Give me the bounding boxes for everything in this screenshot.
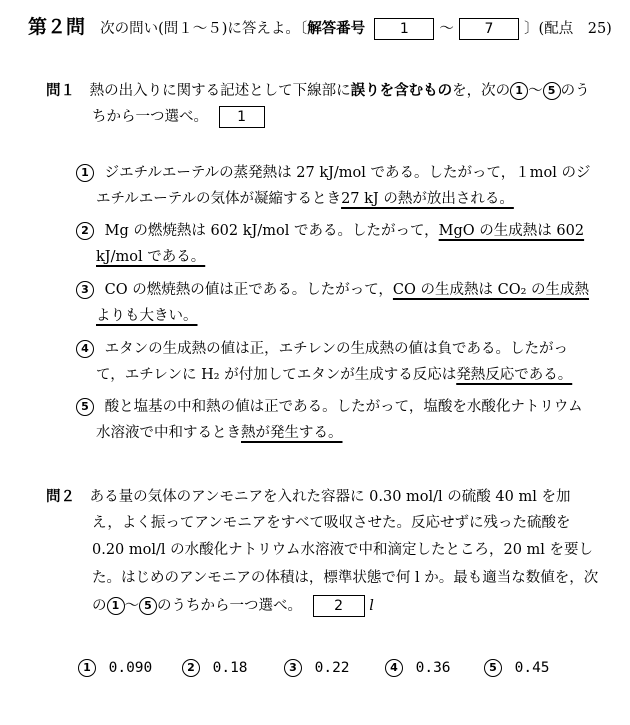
q1-option-1-line2: エチルエーテルの気体が凝縮するとき	[96, 191, 342, 207]
q2-choice-4[interactable]	[385, 657, 451, 679]
circled-4-icon: 4	[76, 340, 94, 358]
circled-3-icon: 3	[284, 659, 302, 677]
problem-header	[28, 12, 612, 40]
circled-1-icon: 1	[510, 82, 528, 100]
q2-line5-a: の	[92, 598, 107, 614]
q1-option-4-line2: て，エチレンに H₂ が付加してエタンが生成する反応は	[96, 367, 457, 383]
q2-choice-3-value: 0.22	[314, 660, 350, 676]
q1-option-3-line1: CO の燃焼熱の値は正である。したがって，	[104, 282, 393, 298]
q1-option-2-cont	[96, 246, 205, 268]
q1-option-3-cont	[96, 305, 198, 327]
q2-choice-2-value: 0.18	[212, 660, 248, 676]
q1-stem-emphasis: 誤りを含むもの	[350, 82, 453, 99]
q1-option-1-line1: ジエチルエーテルの蒸発熱は 27 kJ/mol である。したがって，１mol のジ	[104, 165, 591, 181]
q2-line5-b: のうちから一つ選べ。	[157, 598, 302, 614]
q2-text-line1: ある量の気体のアンモニアを入れた容器に 0.30 mol/l の硫酸 40 ml を加	[89, 489, 571, 505]
q1-stem-line1	[46, 80, 590, 102]
q1-option-2-underlined-2: kJ/mol である。	[96, 249, 206, 265]
problem-title: 第２問	[28, 16, 86, 38]
q1-option-5-underlined: 熱が発生する。	[241, 425, 343, 441]
answer-number-label: 解答番号	[307, 20, 366, 37]
q2-answer-box[interactable]: 2	[313, 595, 365, 617]
q1-option-1-cont	[96, 188, 514, 210]
q2-choice-3[interactable]	[284, 657, 350, 679]
q1-label: 問１	[46, 82, 75, 99]
q2-line5	[92, 595, 374, 617]
q1-option-3-underlined-1: CO の生成熱は CO₂ の生成熱	[392, 282, 590, 298]
q1-stem-text-c: を，次の	[452, 83, 511, 99]
q1-option-2-line1: Mg の燃焼熱は 602 kJ/mol である。したがって，	[104, 223, 439, 239]
q1-option-2[interactable]	[76, 220, 584, 242]
circled-5-icon: 5	[543, 82, 561, 100]
circled-4-icon: 4	[385, 659, 403, 677]
q1-option-3-underlined-2: よりも大きい。	[96, 308, 198, 324]
q1-option-3[interactable]	[76, 279, 589, 301]
q1-answer-box[interactable]: 1	[219, 106, 265, 128]
q2-choice-1[interactable]	[78, 657, 152, 679]
circled-5-icon: 5	[139, 597, 157, 615]
q1-stem-text-line2: ちから一つ選べ。	[92, 109, 208, 125]
circled-1-icon: 1	[107, 597, 125, 615]
q1-option-1-underlined: 27 kJ の熱が放出される。	[341, 191, 514, 207]
q2-choice-2[interactable]	[182, 657, 248, 679]
circled-1-icon: 1	[78, 659, 96, 677]
q1-option-5-cont	[96, 422, 343, 444]
q2-label: 問２	[46, 488, 75, 505]
q2-unit: l	[369, 598, 374, 614]
q1-stem-line2	[92, 106, 265, 128]
q1-option-2-underlined-1: MgO の生成熱は 602	[438, 223, 585, 239]
circled-3-icon: 3	[76, 281, 94, 299]
q1-option-5[interactable]	[76, 396, 583, 418]
q1-option-4[interactable]	[76, 338, 568, 360]
circled-5-icon: 5	[76, 398, 94, 416]
circled-1-icon: 1	[76, 164, 94, 182]
q1-stem-tilde: ～	[528, 83, 543, 99]
q1-option-5-line1: 酸と塩基の中和熱の値は正である。したがって，塩酸を水酸化ナトリウム	[104, 399, 583, 415]
q1-stem-text-d: のう	[560, 83, 590, 99]
q1-option-1[interactable]	[76, 162, 590, 184]
q2-choice-5-value: 0.45	[514, 660, 550, 676]
circled-5-icon: 5	[484, 659, 502, 677]
circled-2-icon: 2	[76, 222, 94, 240]
circled-2-icon: 2	[182, 659, 200, 677]
header-tilde: ～	[439, 21, 454, 37]
q2-line2: え，よく振ってアンモニアをすべて吸収させた。反応せずに残った硫酸を	[92, 515, 571, 531]
q2-choice-5[interactable]	[484, 657, 550, 679]
q2-line4: た。はじめのアンモニアの体積は，標準状態で何 l か。最も適当な数値を，次	[92, 570, 599, 586]
q2-line3: 0.20 mol/l の水酸化ナトリウム水溶液で中和滴定したところ，20 ml を要し	[92, 542, 594, 558]
answer-box-end[interactable]: 7	[459, 18, 519, 40]
q1-option-4-line1: エタンの生成熱の値は正，エチレンの生成熱の値は負である。したがっ	[104, 341, 568, 357]
header-points: 〕(配点 25)	[524, 21, 612, 37]
q2-choice-1-value: 0.090	[108, 660, 153, 676]
q2-choice-4-value: 0.36	[415, 660, 451, 676]
header-instruction: 次の問い(問１～５)に答えよ。〔	[100, 21, 308, 37]
q2-line5-tilde: ～	[124, 598, 139, 614]
q2-line1	[46, 486, 570, 508]
q1-option-5-line2: 水溶液で中和するとき	[96, 425, 241, 441]
q1-option-4-cont	[96, 364, 572, 386]
answer-box-start[interactable]: 1	[374, 18, 434, 40]
q1-option-4-underlined: 発熱反応である。	[456, 367, 573, 383]
q1-stem-text-a: 熱の出入りに関する記述として下線部に	[89, 83, 351, 99]
